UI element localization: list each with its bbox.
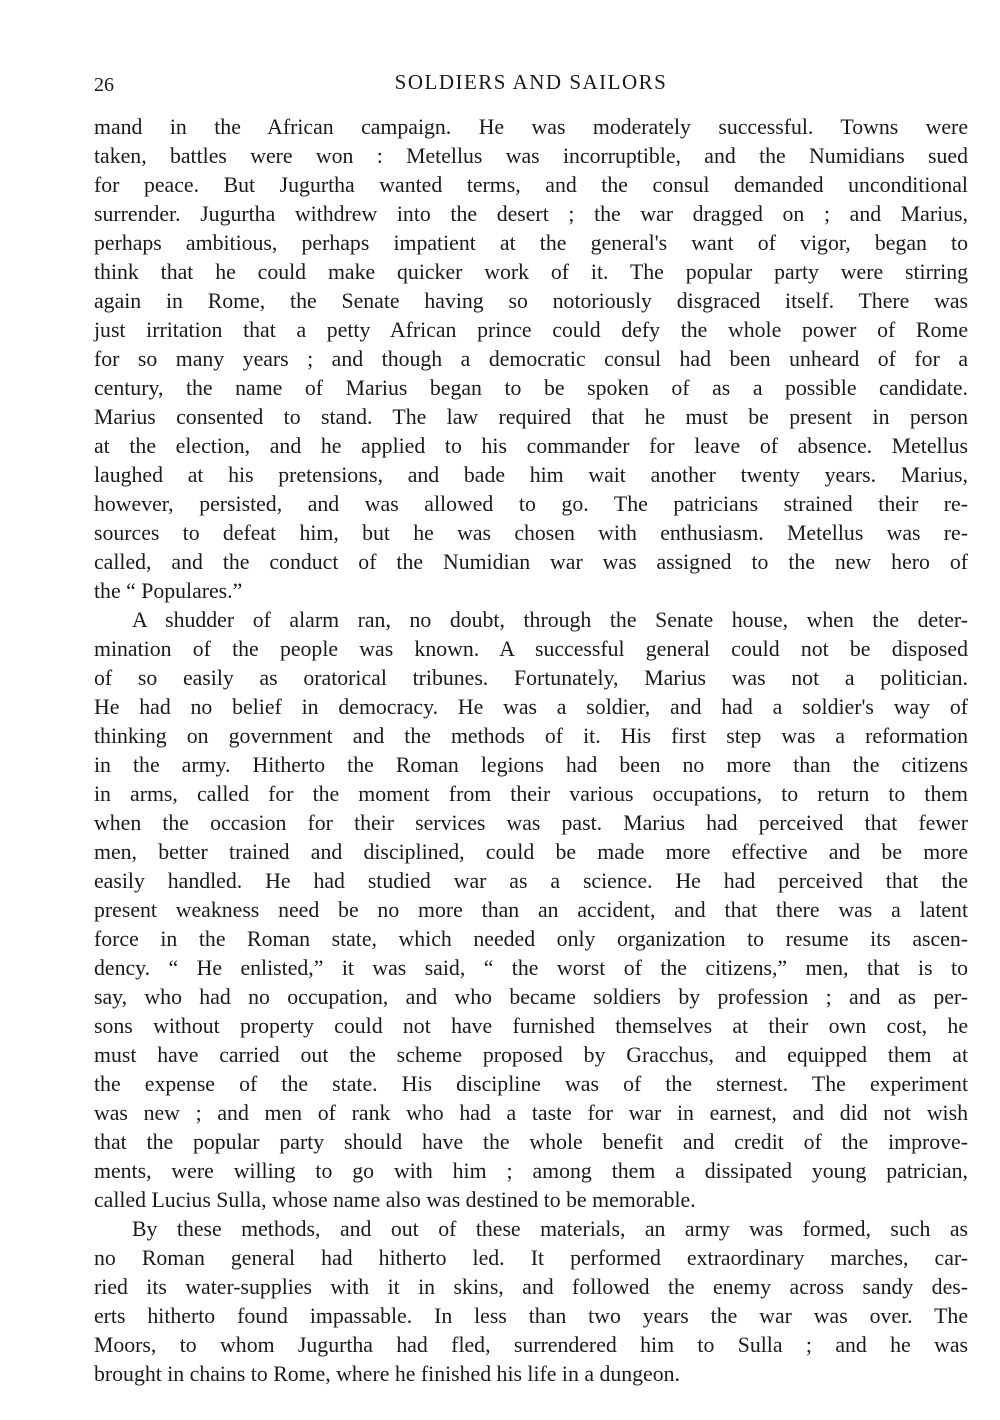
page-number: 26 [94,74,114,96]
text-line: just irritation that a petty African prince could defy the whole power of Rome [94,318,968,342]
text-line: called Lucius Sulla, whose name also was destined to be memorable. [94,1188,696,1212]
text-line: laughed at his pretensions, and bade him wait another twenty years. Marius, [94,463,968,487]
text-line: men, better trained and disciplined, could be made more effective and be more [94,840,968,864]
text-line: say, who had no occupation, and who became soldiers by profession ; and as per- [94,985,968,1009]
paragraph-1 [94,113,968,606]
text-line: that the popular party should have the whole benefit and credit of the improve- [94,1130,968,1154]
running-head [94,70,968,100]
text-line: force in the Roman state, which needed only organization to resume its ascen- [94,927,968,951]
text-line: Moors, to whom Jugurtha had fled, surrendered him to Sulla ; and he was [94,1333,968,1357]
text-line: ments, were willing to go with him ; among them a dissipated young patrician, [94,1159,968,1183]
text-line: century, the name of Marius began to be spoken of as a possible candidate. [94,376,968,400]
text-line: taken, battles were won : Metellus was incorruptible, and the Numidians sued [94,144,968,168]
text-line: think that he could make quicker work of it. The popular party were stirring [94,260,968,284]
text-line: was new ; and men of rank who had a taste for war in earnest, and did not wish [94,1101,968,1125]
text-line: mination of the people was known. A successful general could not be disposed [94,637,968,661]
text-line: when the occasion for their services was past. Marius had perceived that fewer [94,811,968,835]
paragraph-2 [94,606,968,1215]
text-line: in the army. Hitherto the Roman legions had been no more than the citizens [94,753,968,777]
text-line: surrender. Jugurtha withdrew into the desert ; the war dragged on ; and Marius, [94,202,968,226]
text-line: in arms, called for the moment from their various occupations, to return to them [94,782,968,806]
text-line: at the election, and he applied to his commander for leave of absence. Metellus [94,434,968,458]
text-line: must have carried out the scheme proposed by Gracchus, and equipped them at [94,1043,968,1067]
text-line: again in Rome, the Senate having so notoriously disgraced itself. There was [94,289,968,313]
text-line: perhaps ambitious, perhaps impatient at the general's want of vigor, began to [94,231,968,255]
text-line: By these methods, and out of these materials, an army was formed, such as [132,1217,968,1241]
text-line: sons without property could not have furnished themselves at their own cost, he [94,1014,968,1038]
text-line: He had no belief in democracy. He was a soldier, and had a soldier's way of [94,695,968,719]
text-line: thinking on government and the methods of it. His first step was a reformation [94,724,968,748]
text-line: brought in chains to Rome, where he finished his life in a dungeon. [94,1362,680,1386]
body-text [94,113,968,1389]
text-line: Marius consented to stand. The law required that he must be present in person [94,405,968,429]
text-line: erts hitherto found impassable. In less than two years the war was over. The [94,1304,968,1328]
text-line: called, and the conduct of the Numidian war was assigned to the new hero of [94,550,968,574]
text-line: easily handled. He had studied war as a science. He had perceived that the [94,869,968,893]
text-line: present weakness need be no more than an accident, and that there was a latent [94,898,968,922]
text-line: for so many years ; and though a democratic consul had been unheard of for a [94,347,968,371]
text-line: the expense of the state. His discipline was of the sternest. The experiment [94,1072,968,1096]
text-line: dency. “ He enlisted,” it was said, “ the worst of the citizens,” men, that is to [94,956,968,980]
text-line: ried its water-supplies with it in skins, and followed the enemy across sandy des- [94,1275,968,1299]
text-line: of so easily as oratorical tribunes. Fortunately, Marius was not a politician. [94,666,968,690]
paragraph-3 [94,1215,968,1389]
text-line: however, persisted, and was allowed to go. The patricians strained their re- [94,492,968,516]
text-line: A shudder of alarm ran, no doubt, through the Senate house, when the deter- [132,608,968,632]
text-line: the “ Populares.” [94,579,243,603]
running-title: SOLDIERS AND SAILORS [394,70,668,94]
text-line: for peace. But Jugurtha wanted terms, and the consul demanded unconditional [94,173,968,197]
text-line: mand in the African campaign. He was moderately successful. Towns were [94,115,968,139]
text-line: sources to defeat him, but he was chosen with enthusiasm. Metellus was re- [94,521,968,545]
text-line: no Roman general had hitherto led. It performed extraordinary marches, car- [94,1246,968,1270]
